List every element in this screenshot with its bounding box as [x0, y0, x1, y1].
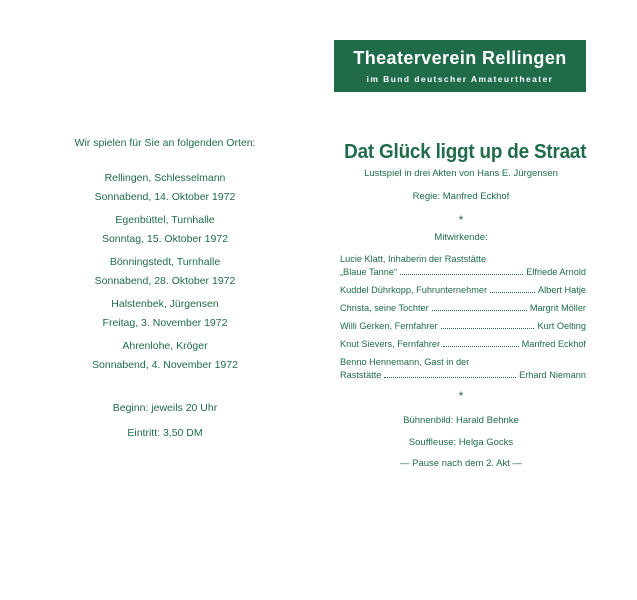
- venue-place: Rellingen, Schlesselmann: [104, 172, 226, 184]
- cast-list: [340, 253, 586, 382]
- venues-intro: Wir spielen für Sie an folgenden Orten:: [74, 137, 256, 149]
- theater-affiliation: im Bund deutscher Amateurtheater: [366, 74, 554, 84]
- venue-place: Halstenbek, Jürgensen: [111, 298, 219, 310]
- venue-item: [40, 169, 290, 207]
- cast-role: Raststätte: [340, 370, 382, 380]
- cast-actor: Elfriede Arnold: [526, 267, 586, 277]
- cast-actor: Margrit Möller: [529, 303, 586, 313]
- cast-role: Christa, seine Tochter: [340, 303, 429, 313]
- dot-leader: [441, 328, 535, 329]
- cast-role: „Blaue Tanne“: [340, 267, 398, 277]
- admission-price: Eintritt: 3,50 DM: [127, 427, 203, 439]
- play-title: Dat Glück liggt up de Straat: [344, 140, 587, 163]
- venue-item: [40, 253, 290, 291]
- cast-actor: Kurt Oelting: [537, 321, 586, 331]
- start-time: Beginn: jeweils 20 Uhr: [112, 402, 218, 414]
- prompter-credit: Souffleuse: Helga Gocks: [408, 437, 514, 448]
- cast-role-line: Benno Hennemann, Gast in der: [340, 357, 470, 367]
- venue-date: Freitag, 3. November 1972: [102, 317, 228, 329]
- venue-item: [40, 295, 290, 333]
- venue-column: [40, 134, 290, 443]
- cast-role-line: Lucie Klatt, Inhaberin der Raststätte: [340, 254, 487, 264]
- cast-row: [340, 338, 586, 351]
- intermission-note: — Pause nach dem 2. Akt —: [400, 458, 522, 469]
- venue-place: Bönningstedt, Turnhalle: [109, 256, 221, 268]
- cast-actor: Erhard Niemann: [519, 370, 586, 380]
- venue-date: Sonntag, 15. Oktober 1972: [101, 233, 229, 245]
- play-column: [334, 140, 588, 469]
- cast-role: Knut Sievers, Fernfahrer: [340, 339, 441, 349]
- cast-role: Kuddel Dührkopp, Fuhrunternehmer: [340, 285, 488, 295]
- venue-item: [40, 211, 290, 249]
- theater-banner: [334, 40, 586, 92]
- cast-actor: Manfred Eckhof: [521, 339, 586, 349]
- venue-date: Sonnabend, 28. Oktober 1972: [94, 275, 236, 287]
- dot-leader: [432, 310, 527, 311]
- dot-leader: [490, 292, 535, 293]
- asterisk-separator: *: [458, 389, 464, 403]
- stage-design-credit: Bühnenbild: Harald Behnke: [403, 415, 519, 426]
- cast-row: [340, 356, 586, 382]
- dot-leader: [384, 377, 516, 378]
- cast-heading: Mitwirkende:: [434, 232, 488, 243]
- cast-actor: Albert Hatje: [537, 285, 586, 295]
- cast-row: [340, 284, 586, 297]
- theater-name: Theaterverein Rellingen: [353, 48, 567, 68]
- cast-row: [340, 302, 586, 315]
- asterisk-separator: *: [458, 213, 464, 227]
- venue-place: Ahrenlohe, Kröger: [122, 340, 208, 352]
- venue-date: Sonnabend, 4. November 1972: [92, 359, 238, 371]
- director-credit: Regie: Manfred Eckhof: [412, 191, 510, 202]
- dot-leader: [443, 346, 519, 347]
- dot-leader: [400, 274, 523, 275]
- cast-row: [340, 320, 586, 333]
- venue-place: Egenbüttel, Turnhalle: [115, 214, 215, 226]
- venue-item: [40, 337, 290, 375]
- crew-credits: [334, 410, 588, 454]
- venue-date: Sonnabend, 14. Oktober 1972: [94, 191, 236, 203]
- play-subtitle: Lustspiel in drei Akten von Hans E. Jürgensen: [364, 168, 558, 179]
- cast-role: Willi Gerken, Fernfahrer: [340, 321, 438, 331]
- cast-row: [340, 253, 586, 279]
